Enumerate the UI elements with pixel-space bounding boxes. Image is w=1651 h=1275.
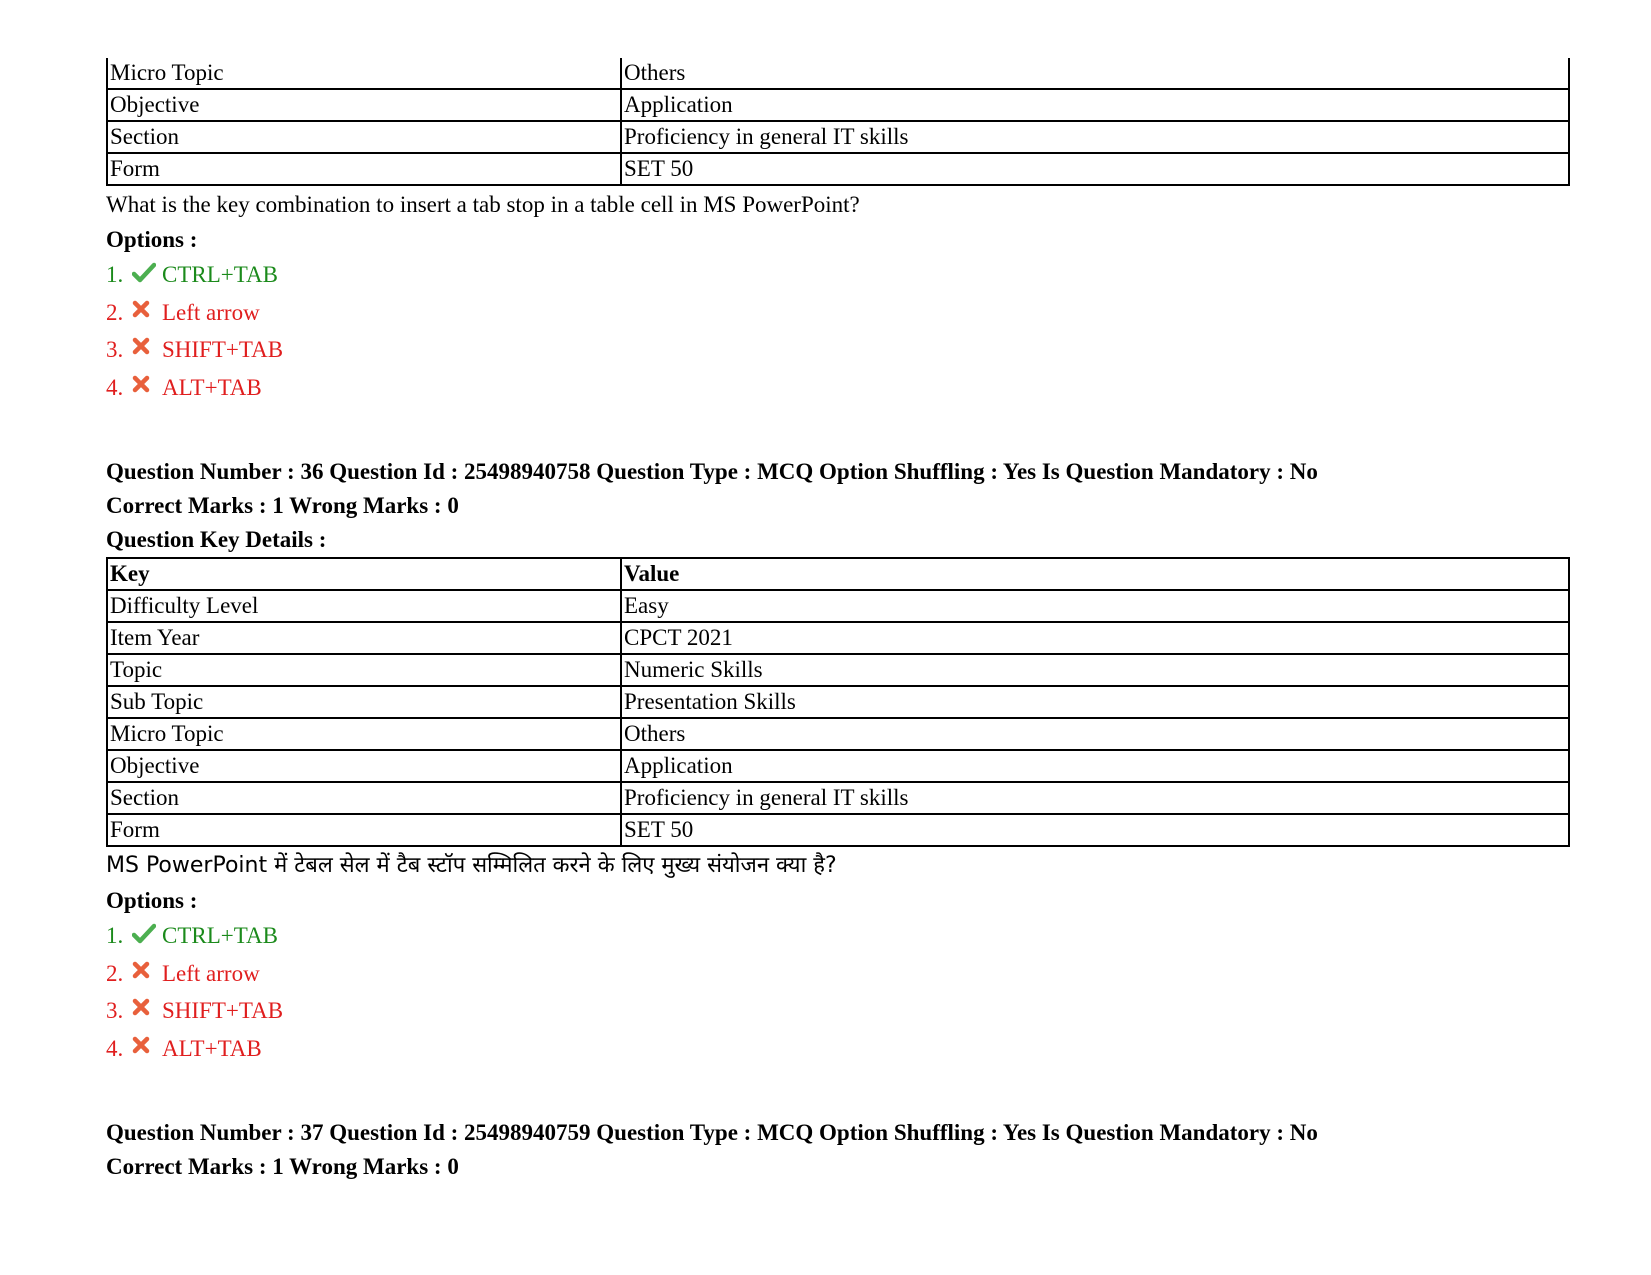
table-cell-value: SET 50: [621, 814, 1569, 846]
table-cell-value: Application: [621, 750, 1569, 782]
option-item: [106, 260, 1570, 298]
q36-options-label: Options :: [106, 888, 198, 913]
table-cell-key: Item Year: [107, 622, 621, 654]
option-number: 3.: [106, 337, 124, 362]
q37-marks: Correct Marks : 1 Wrong Marks : 0: [106, 1154, 459, 1179]
option-item: [106, 298, 1570, 336]
table-cell-key: Topic: [107, 654, 621, 686]
table-cell-value: CPCT 2021: [621, 622, 1569, 654]
option-number: 1.: [106, 923, 124, 948]
option-label: SHIFT+TAB: [162, 337, 284, 362]
table-cell-key: Objective: [107, 750, 621, 782]
option-item: [106, 1034, 1570, 1072]
table-header-value: Value: [621, 558, 1569, 590]
table-row: [107, 153, 1569, 185]
table-row: [107, 718, 1569, 750]
cross-mark-icon: [132, 335, 162, 355]
cross-mark-icon: [132, 959, 162, 979]
table-row: [107, 814, 1569, 846]
option-number: 3.: [106, 998, 124, 1023]
table-cell-value: SET 50: [621, 153, 1569, 185]
option-label: CTRL+TAB: [162, 262, 278, 287]
check-mark-icon: [132, 260, 162, 284]
option-item: [106, 373, 1570, 411]
table-cell-value: Application: [621, 89, 1569, 121]
option-item: [106, 959, 1570, 997]
table-cell-key: Section: [107, 782, 621, 814]
table-row: [107, 654, 1569, 686]
q36-marks: Correct Marks : 1 Wrong Marks : 0: [106, 493, 459, 518]
document-page: [106, 58, 1570, 1184]
table-cell-key: Micro Topic: [107, 718, 621, 750]
cross-mark-icon: [132, 996, 162, 1016]
table-cell-value: Presentation Skills: [621, 686, 1569, 718]
option-label: Left arrow: [162, 960, 260, 986]
option-label: ALT+TAB: [162, 1035, 262, 1061]
q36-options-list: [106, 921, 1570, 1071]
option-number: 4.: [106, 374, 124, 400]
table-row: [107, 750, 1569, 782]
option-number: 2.: [106, 960, 124, 986]
table-cell-key: Section: [107, 121, 621, 153]
cross-mark-icon: [132, 373, 162, 393]
q36-key-details-label: Question Key Details :: [106, 527, 327, 552]
table-row: [107, 121, 1569, 153]
table-cell-value: Proficiency in general IT skills: [621, 782, 1569, 814]
table-cell-value: Others: [621, 718, 1569, 750]
option-label: ALT+TAB: [162, 374, 262, 400]
option-label: CTRL+TAB: [162, 923, 278, 948]
q36-header: Question Number : 36 Question Id : 25498940758 Question Type : MCQ Option Shuffling : Yes Is Question Mandatory : No: [106, 459, 1318, 484]
q37-header: Question Number : 37 Question Id : 25498940759 Question Type : MCQ Option Shuffling : Yes Is Question Mandatory : No: [106, 1120, 1318, 1145]
table-cell-value: Numeric Skills: [621, 654, 1569, 686]
option-item: [106, 921, 1570, 959]
cross-mark-icon: [132, 1034, 162, 1054]
table-cell-value: Easy: [621, 590, 1569, 622]
option-label: Left arrow: [162, 299, 260, 325]
option-item: [106, 335, 1570, 373]
q36-question-text: MS PowerPoint में टेबल सेल में टैब स्टॉप सम्मिलित करने के लिए मुख्य संयोजन क्या है?: [106, 853, 837, 878]
check-mark-icon: [132, 921, 162, 945]
option-number: 2.: [106, 299, 124, 325]
table-header-row: [107, 558, 1569, 590]
option-label: SHIFT+TAB: [162, 998, 284, 1023]
table-header-key: Key: [107, 558, 621, 590]
table-cell-key: Sub Topic: [107, 686, 621, 718]
table-cell-value: Proficiency in general IT skills: [621, 121, 1569, 153]
option-number: 1.: [106, 262, 124, 287]
table-row: [107, 622, 1569, 654]
q36-key-details-table: [106, 557, 1570, 847]
table-row: [107, 58, 1569, 89]
table-row: [107, 782, 1569, 814]
q35-options-label: Options :: [106, 227, 198, 252]
table-row: [107, 89, 1569, 121]
q35-options-list: [106, 260, 1570, 410]
table-cell-key: Form: [107, 814, 621, 846]
table-cell-key: Objective: [107, 89, 621, 121]
table-cell-key: Difficulty Level: [107, 590, 621, 622]
cross-mark-icon: [132, 298, 162, 318]
option-number: 4.: [106, 1035, 124, 1061]
table-cell-key: Micro Topic: [107, 58, 621, 89]
option-item: [106, 996, 1570, 1034]
table-row: [107, 686, 1569, 718]
q35-key-details-table: [106, 58, 1570, 186]
table-cell-value: Others: [621, 58, 1569, 89]
table-cell-key: Form: [107, 153, 621, 185]
table-row: [107, 590, 1569, 622]
q35-question-text: What is the key combination to insert a tab stop in a table cell in MS PowerPoint?: [106, 192, 860, 217]
